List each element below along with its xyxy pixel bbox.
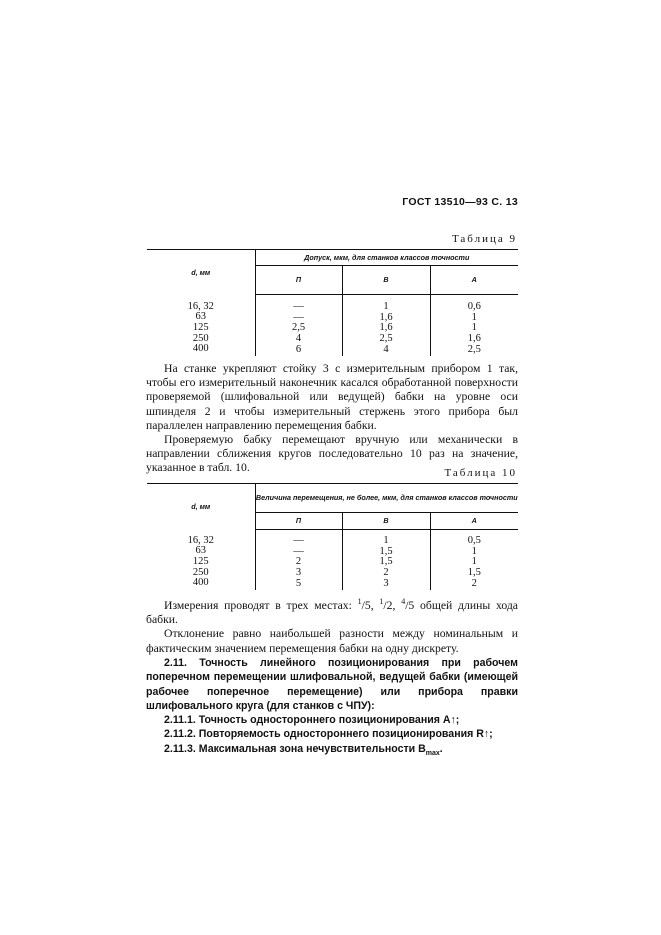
table-9 (147, 249, 518, 356)
paragraph: Проверяемую бабку перемещают вручную или механически в направлении сближения кругов последовательно 10 раз на значение, указанное в табл. 10. (146, 433, 518, 475)
table-9-cell-a: 0,6 1 1 1,6 2,5 (430, 295, 518, 356)
table-10-cell-a: 0,5 1 1 1,5 2 (430, 530, 518, 590)
table-9-group-header: Допуск, мкм, для станков классов точности (255, 250, 518, 266)
table-9-cell-v: 1 1,6 1,6 2,5 4 (342, 295, 430, 356)
section-2-11 (146, 656, 518, 761)
table-10-col-header: П (255, 513, 342, 530)
table-10-col-header: А (430, 513, 518, 530)
section-item: 2.11.3. Максимальная зона нечувствительности $B_{max}$. (164, 742, 443, 757)
table-10-row-header: d, мм (147, 484, 255, 530)
table-9-caption: Таблица 9 (451, 233, 517, 245)
section-item: 2.11.2. Повторяемость одностороннего позиционирования R↑; (164, 728, 493, 741)
table-9-row-header: d, мм (147, 250, 255, 295)
table-9-cell-d: 16, 32 63 125 250 400 (187, 300, 214, 355)
paragraph-measurement: Измерения проводят в трех местах: $^1$/5, $^1$/2, $^4$/5 общей длины хода бабки. (146, 597, 518, 627)
table-9-col-header: А (430, 266, 518, 295)
table-10-col-header: В (342, 513, 430, 530)
table-10-cell-v: 1 1,5 1,5 2 3 (342, 530, 430, 590)
table-9-col-header: П (255, 266, 342, 295)
section-heading: 2.11. Точность линейного позиционирования при рабочем поперечном перемещении шлифовальной, ведущей бабки (имеющей рабочее поперечное перемещение) или прибора правки шлифовального круга (для станков с ЧПУ): (146, 657, 518, 712)
table-10 (147, 483, 518, 590)
table-10-group-header: Величина перемещения, не более, мкм, для станков классов точности (255, 484, 518, 513)
table-10-caption: Таблица 10 (444, 467, 517, 479)
body-text-2 (146, 595, 518, 656)
table-9-cell-p: — — 2,5 4 6 (255, 295, 342, 356)
section-item: 2.11.1. Точность одностороннего позиционирования A↑; (164, 714, 460, 727)
paragraph: На станке укрепляют стойку 3 с измерительным прибором 1 так, чтобы его измерительный наконечник касался обработанной поверхности проверяемой (шлифовальной или ведущей) бабки на уровне оси шпинделя 2 и чтобы измерительный стержень этого прибора был параллелен направлению перемещения бабки. (146, 362, 518, 432)
page-header: ГОСТ 13510—93 С. 13 (402, 196, 518, 208)
table-10-cell-p: — — 2 3 5 (255, 530, 342, 590)
table-10-cell-d: 16, 32 63 125 250 400 (187, 534, 214, 589)
body-text-1 (146, 362, 518, 476)
table-9-col-header: В (342, 266, 430, 295)
paragraph: Отклонение равно наибольшей разности между номинальным и фактическим значением перемещения бабки на одну дискрету. (146, 627, 518, 655)
